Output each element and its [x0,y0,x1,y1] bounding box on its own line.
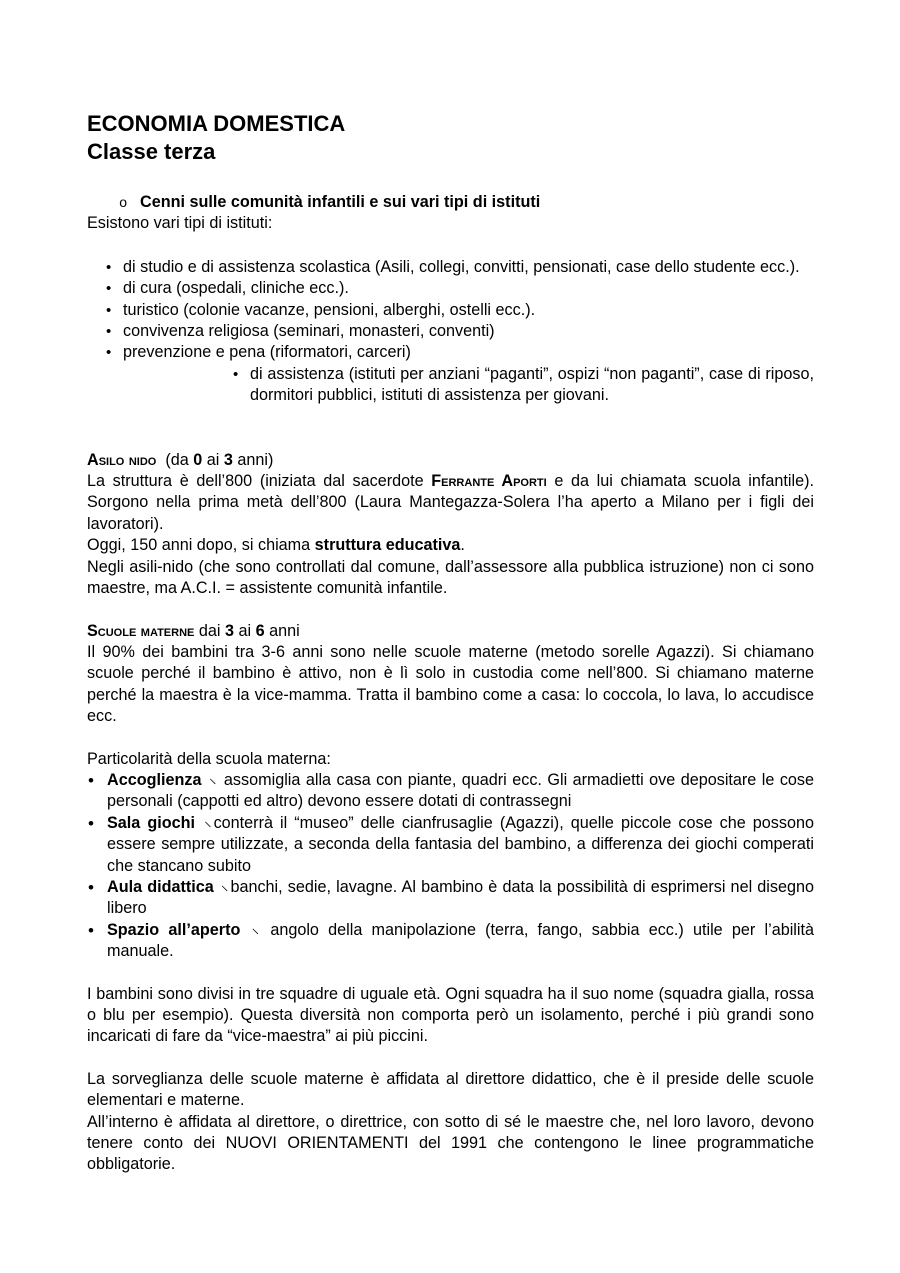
materne-title: Scuole materne [87,621,195,640]
paragraph: Oggi, 150 anni dopo, si chiama struttura educativa. [87,536,465,555]
paragraph: Il 90% dei bambini tra 3-6 anni sono nelle scuole materne (metodo sorelle Agazzi). Si chiamano scuole perché il bambino è attivo, non è lì solo in custodia come nell’800. Si chiamano materne perché la maestra è la vice-mamma. Tratta il bambino come a casa: lo coccola, lo lava, lo accudisce ecc. [87,642,814,726]
list-item: • di studio e di assistenza scolastica (Asili, collegi, convitti, pensionati, case dello studente ecc.). [123,257,814,278]
arrow-icon: ⸜ [251,919,260,937]
asilo-heading: Asilo nido (da 0 ai 3 anni) [87,450,274,469]
section-heading [87,192,814,213]
institutes-list [87,257,814,364]
section-heading-text: Cenni sulle comunità infantili e sui vari tipi di istituti [140,193,541,211]
list-item: • convivenza religiosa (seminari, monasteri, conventi) [123,321,814,342]
asilo-section [87,450,814,600]
paragraph: La sorveglianza delle scuole materne è affidata al direttore didattico, che è il preside delle scuole elementari e materne. [87,1069,814,1110]
arrow-icon: ⸜ [208,769,217,787]
document-subtitle: Classe terza [87,139,216,164]
list-item: • Aula didattica ⸜ banchi, sedie, lavagne. Al bambino è data la possibilità di esprimersi nel disegno libero [107,877,814,920]
list-item: • turistico (colonie vacanze, pensioni, alberghi, ostelli ecc.). [123,300,814,321]
document-page [87,110,814,1176]
institutes-sublist [87,364,814,407]
list-item: • Accoglienza ⸜ assomiglia alla casa con piante, quadri ecc. Gli armadietti ove depositare le cose personali (cappotti ed altro) devono essere dotati di contrassegni [107,770,814,813]
list-item: • di cura (ospedali, cliniche ecc.). [123,278,814,299]
list-item: • prevenzione e pena (riformatori, carceri) [123,342,814,363]
paragraph: All’interno è affidata al direttore, o direttrice, con sotto di sé le maestre che, nel loro lavoro, devono tenere conto dei NUOVI ORIENTAMENTI del 1991 che contengono le linee programmatiche obbligatorie. [87,1112,814,1174]
list-item: • Spazio all’aperto ⸜ angolo della manipolazione (terra, fango, sabbia ecc.) utile per l’abilità manuale. [107,920,814,963]
document-title: ECONOMIA DOMESTICA [87,111,346,136]
paragraph: I bambini sono divisi in tre squadre di uguale età. Ogni squadra ha il suo nome (squadra gialla, rossa o blu per esempio). Questa diversità non comporta però un isolamento, perché i più grandi sono incaricati di fare da “vice-maestra” ai più piccini. [87,984,814,1046]
arrow-icon: ⸜ [204,812,212,830]
materne-heading: Scuole materne dai 3 ai 6 anni [87,621,300,640]
person-name: Ferrante Aporti [431,472,547,491]
features-list [87,770,814,963]
paragraph: Negli asili-nido (che sono controllati dal comune, dall’assessore alla pubblica istruzione) non ci sono maestre, ma A.C.I. = assistente comunità infantile. [87,557,814,598]
list-item: • di assistenza (istituti per anziani “paganti”, ospizi “non paganti”, case di riposo, dormitori pubblici, istituti di assistenza per giovani. [250,364,814,407]
section-intro: Esistono vari tipi di istituti: [87,214,273,233]
features-intro: Particolarità della scuola materna: [87,749,331,768]
circle-bullet-icon: o [119,194,127,210]
materne-section [87,621,814,1176]
paragraph: La struttura è dell’800 (iniziata dal sacerdote Ferrante Aporti e da lui chiamata scuola infantile). Sorgono nella prima metà dell’800 (Laura Mantegazza-Solera l’ha aperto a Milano per i figli dei lavoratori). [87,472,814,533]
asilo-title: Asilo nido [87,450,157,469]
list-item: • Sala giochi ⸜ conterrà il “museo” delle cianfrusaglie (Agazzi), quelle piccole cose che possono essere sempre utilizzate, a seconda della fantasia del bambino, a differenza dei giochi comperati che stancano subito [107,813,814,877]
arrow-icon: ⸜ [220,876,229,894]
